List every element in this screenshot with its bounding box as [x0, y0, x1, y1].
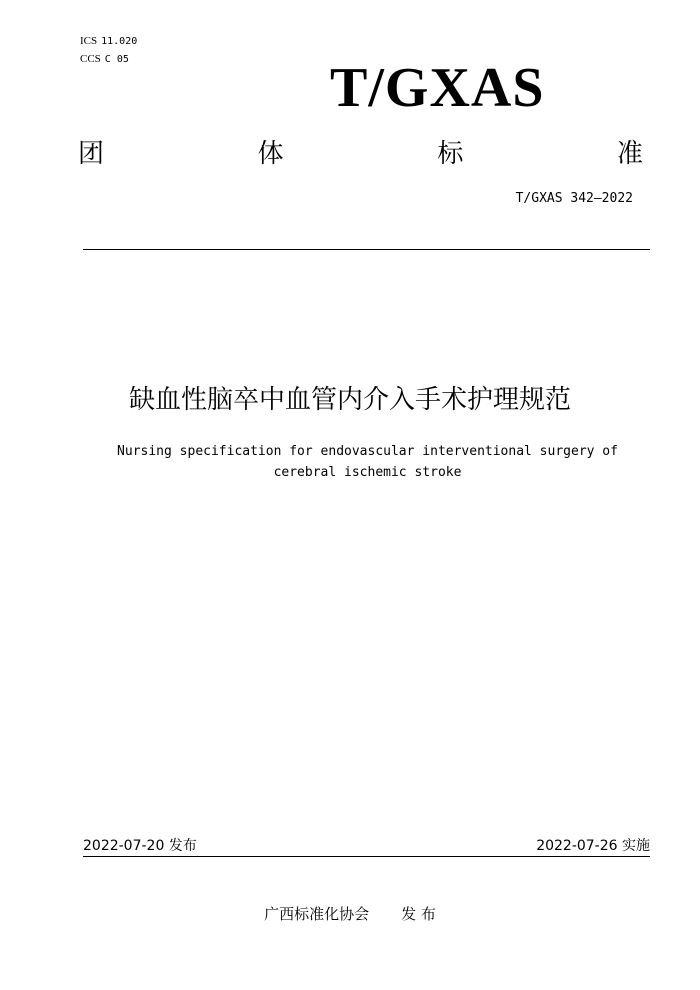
implementation-date: 2022-07-26 实施	[536, 838, 650, 854]
ics-value: 11.020	[101, 36, 138, 47]
publisher-name: 广西标准化协会	[264, 905, 370, 923]
document-title-en	[95, 441, 640, 483]
standard-logo: T/GXAS	[330, 57, 545, 119]
title-en-line: Nursing specification for endovascular interventional surgery of	[117, 444, 618, 459]
document-title-cn: 缺血性脑卒中血管内介入手术护理规范	[128, 385, 571, 415]
title-en-line: cerebral ischemic stroke	[273, 465, 462, 480]
category-char: 体	[257, 139, 284, 169]
bottom-divider	[83, 856, 650, 857]
ics-label: ICS	[80, 35, 98, 47]
publisher-line	[0, 903, 700, 924]
category-char: 准	[616, 139, 643, 169]
category-char: 标	[437, 139, 464, 169]
ics-code	[80, 33, 137, 50]
publish-label: 发 布	[401, 905, 436, 923]
standard-category	[78, 136, 643, 172]
category-char: 团	[78, 139, 105, 169]
top-divider	[83, 249, 650, 250]
issue-date: 2022-07-20 发布	[83, 838, 197, 854]
standard-number: T/GXAS 342—2022	[515, 191, 633, 206]
ccs-code	[80, 51, 129, 68]
ccs-label: CCS	[80, 53, 101, 65]
ccs-value: C 05	[104, 54, 129, 65]
